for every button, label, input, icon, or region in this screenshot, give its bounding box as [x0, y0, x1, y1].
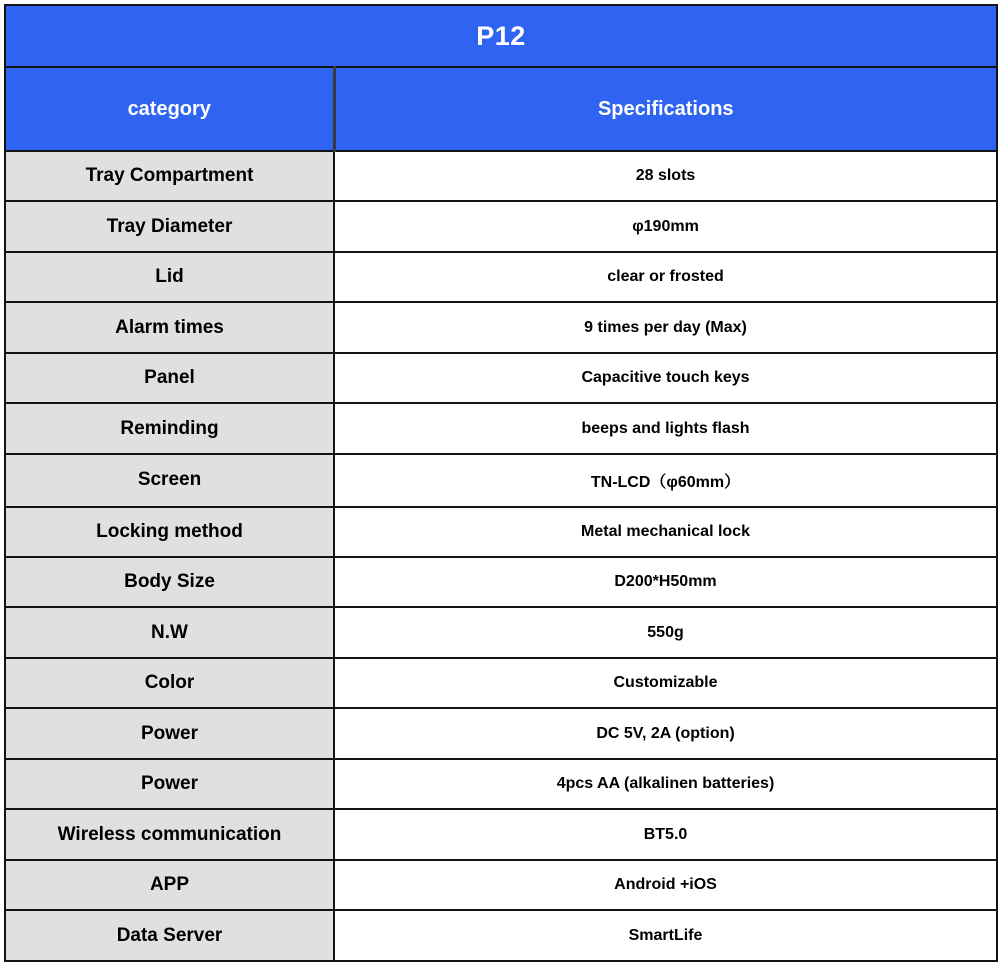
- spec-cell: DC 5V, 2A (option): [334, 708, 997, 758]
- spec-table: [4, 4, 998, 962]
- table-row: [5, 201, 997, 251]
- table-row: [5, 403, 997, 453]
- category-cell: Locking method: [5, 507, 334, 557]
- category-cell: APP: [5, 860, 334, 910]
- category-cell: N.W: [5, 607, 334, 657]
- table-row: [5, 151, 997, 201]
- category-cell: Tray Diameter: [5, 201, 334, 251]
- spec-cell: 9 times per day (Max): [334, 302, 997, 352]
- table-row: [5, 507, 997, 557]
- spec-cell: Android +iOS: [334, 860, 997, 910]
- table-row: [5, 252, 997, 302]
- table-row: [5, 557, 997, 607]
- spec-cell: clear or frosted: [334, 252, 997, 302]
- table-row: [5, 759, 997, 809]
- category-cell: Tray Compartment: [5, 151, 334, 201]
- title-row: [5, 5, 997, 67]
- table-row: [5, 860, 997, 910]
- category-cell: Alarm times: [5, 302, 334, 352]
- category-cell: Power: [5, 759, 334, 809]
- column-header-specifications: Specifications: [334, 67, 997, 151]
- table-body: [5, 151, 997, 961]
- category-cell: Color: [5, 658, 334, 708]
- spec-cell: Customizable: [334, 658, 997, 708]
- table-row: [5, 607, 997, 657]
- category-cell: Lid: [5, 252, 334, 302]
- category-cell: Panel: [5, 353, 334, 403]
- table-row: [5, 454, 997, 507]
- table-row: [5, 708, 997, 758]
- category-cell: Power: [5, 708, 334, 758]
- column-header-row: [5, 67, 997, 151]
- category-cell: Body Size: [5, 557, 334, 607]
- table-row: [5, 910, 997, 961]
- category-cell: Wireless communication: [5, 809, 334, 859]
- spec-cell: 28 slots: [334, 151, 997, 201]
- spec-cell: 4pcs AA (alkalinen batteries): [334, 759, 997, 809]
- spec-cell: D200*H50mm: [334, 557, 997, 607]
- category-cell: Reminding: [5, 403, 334, 453]
- table-row: [5, 353, 997, 403]
- spec-cell: beeps and lights flash: [334, 403, 997, 453]
- category-cell: Data Server: [5, 910, 334, 961]
- product-title: P12: [5, 5, 997, 67]
- spec-table-head: [5, 5, 997, 151]
- spec-cell: 550g: [334, 607, 997, 657]
- spec-cell: SmartLife: [334, 910, 997, 961]
- table-row: [5, 809, 997, 859]
- column-header-category: category: [5, 67, 334, 151]
- category-cell: Screen: [5, 454, 334, 507]
- table-row: [5, 658, 997, 708]
- spec-cell: φ190mm: [334, 201, 997, 251]
- spec-cell: BT5.0: [334, 809, 997, 859]
- spec-cell: Capacitive touch keys: [334, 353, 997, 403]
- spec-cell: TN-LCD（φ60mm）: [334, 454, 997, 507]
- table-row: [5, 302, 997, 352]
- spec-cell: Metal mechanical lock: [334, 507, 997, 557]
